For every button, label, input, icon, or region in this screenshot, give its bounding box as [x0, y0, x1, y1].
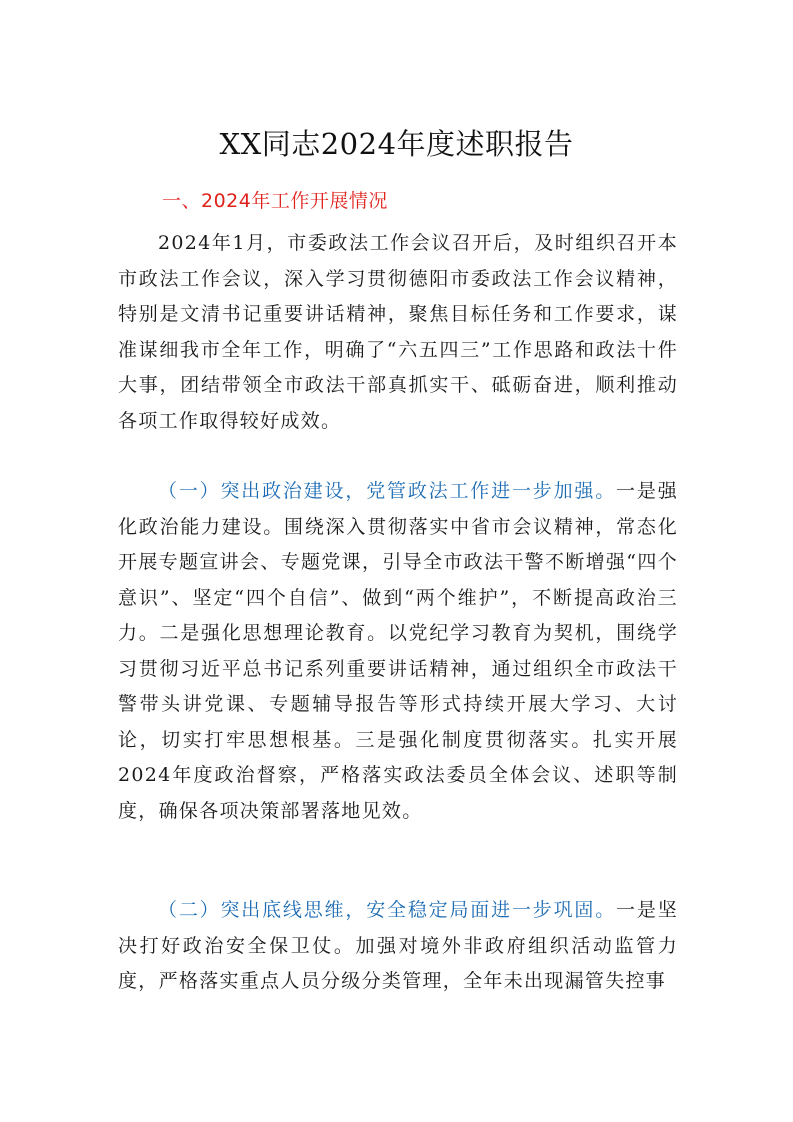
section-heading-1: 一、2024年工作开展情况	[162, 190, 388, 212]
paragraph-political-construction	[118, 474, 678, 829]
document-title: XX同志2024年度述职报告	[219, 127, 574, 161]
paragraph-intro: 2024年1月，市委政法工作会议召开后，及时组织召开本市政法工作会议，深入学习贯彻德阳市委政法工作会议精神，特别是文清书记重要讲话精神，聚焦目标任务和工作要求，谋准谋细我市全年工作，明确了“六五四三”工作思路和政法十件大事，团结带领全市政法干部真抓实干、砥砺奋进，顺利推动各项工作取得较好成效。	[118, 232, 678, 432]
paragraph-political-construction-text: 一是强化政治能力建设。围绕深入贯彻落实中省市会议精神，常态化开展专题宣讲会、专题党课，引导全市政法干警不断增强“四个意识”、坚定“四个自信”、做到“两个维护”，不断提高政治三力。二是强化思想理论教育。以党纪学习教育为契机，围绕学习贯彻习近平总书记系列重要讲话精神，通过组织全市政法干警带头讲党课、专题辅导报告等形式持续开展大学习、大讨论，切实打牢思想根基。三是强化制度贯彻落实。扎实开展2024年度政治督察，严格落实政法委员全体会议、述职等制度，确保各项决策部署落地见效。	[118, 480, 678, 822]
paragraph-bottom-line-thinking	[118, 893, 678, 1000]
subheading-bottom-line-thinking: （二）突出底线思维，安全稳定局面进一步巩固。	[158, 899, 617, 921]
subheading-political-construction: （一）突出政治建设，党管政法工作进一步加强。	[158, 480, 617, 502]
paragraph-bottom-line-thinking-text: 一是坚决打好政治安全保卫仗。加强对境外非政府组织活动监管力度，严格落实重点人员分级分类管理，全年未出现漏管失控事	[118, 899, 678, 992]
